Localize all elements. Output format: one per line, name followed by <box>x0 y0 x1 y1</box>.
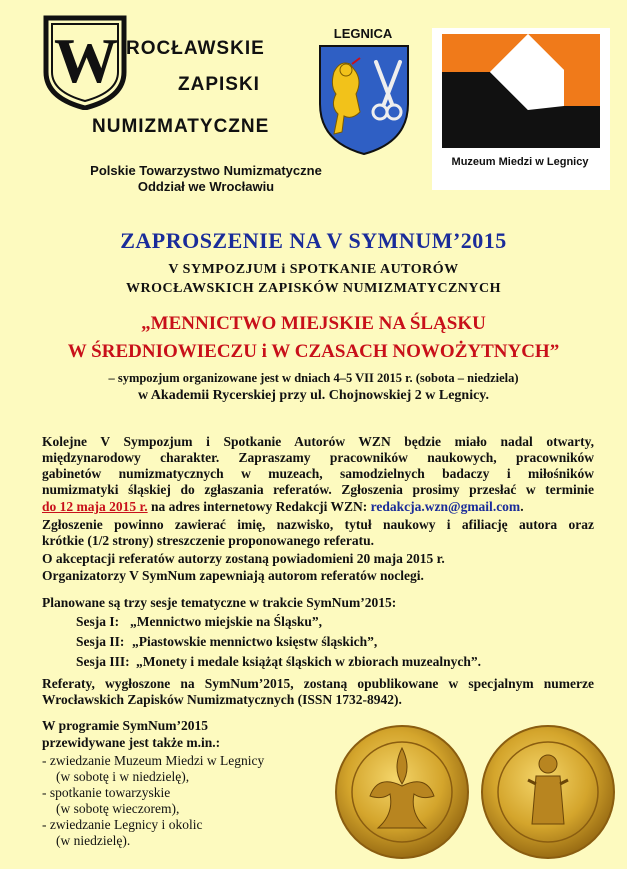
body-line: Referaty, wygłoszone na SymNum’2015, zostaną opublikowane w specjalnym numerze <box>42 676 594 691</box>
session-title: „Monety i medale książąt śląskich w zbiorach muzealnych”. <box>136 654 481 669</box>
wzn-letter-w: W <box>54 25 119 96</box>
ptn-branch: Oddział we Wrocławiu <box>137 179 275 194</box>
body-line: gabinetów numizmatycznych w muzeach, samodzielnych badaczy i miłośników <box>42 466 594 481</box>
program-heading: przewidywane jest także m.in.: <box>42 735 221 750</box>
program-item-note: (w sobotę wieczorem), <box>56 801 180 816</box>
program-item: - spotkanie towarzyskie <box>42 785 171 800</box>
coin-saint-icon <box>482 726 614 858</box>
wzn-line3: NUMIZMATYCZNE <box>92 116 270 137</box>
body-line: Organizatorzy V SymNum zapewniają autorom referatów noclegi. <box>42 568 424 583</box>
body-text: na adres internetowy Redakcji WZN: <box>147 499 371 514</box>
legnica-label: LEGNICA <box>333 26 393 41</box>
subtitle-line2: WROCŁAWSKICH ZAPISKÓW NUMIZMATYCZNYCH <box>125 281 501 296</box>
program-item: - zwiedzanie Muzeum Miedzi w Legnicy <box>42 753 265 768</box>
theme-line2: W ŚREDNIOWIECZU i W CZASACH NOWOŻYTNYCH” <box>67 341 560 362</box>
wzn-line2: ZAPISKI <box>178 74 260 95</box>
body-text: . <box>520 499 524 514</box>
museum-caption: Muzeum Miedzi w Legnicy <box>451 156 589 168</box>
program-item: - zwiedzanie Legnicy i okolic <box>42 817 203 832</box>
coin-lily-icon <box>336 726 468 858</box>
session-title: „Mennictwo miejskie na Śląsku”, <box>130 614 323 629</box>
program-heading: W programie SymNum’2015 <box>42 718 208 733</box>
program-item-note: (w niedzielę). <box>56 833 131 848</box>
deadline-line <box>42 499 594 515</box>
session-label: Sesja I: <box>76 614 120 629</box>
wzn-logo <box>40 14 300 154</box>
sessions-intro: Planowane są trzy sesje tematyczne w trakcie SymNum’2015: <box>42 595 397 610</box>
email-link[interactable]: redakcja.wzn@gmail.com <box>370 499 521 514</box>
page-title: ZAPROSZENIE NA V SYMNUM’2015 <box>120 228 507 253</box>
body-line: międzynarodowy charakter. Zapraszamy pracowników naukowych, pracowników <box>42 450 594 465</box>
body-line: O akceptacji referatów autorzy zostaną powiadomieni 20 maja 2015 r. <box>42 551 445 566</box>
deadline-date: do 12 maja 2015 r. <box>42 499 148 514</box>
info-venue: w Akademii Rycerskiej przy ul. Chojnowskiej 2 w Legnicy. <box>137 388 490 403</box>
body-line: Wrocławskich Zapisków Numizmatycznych (ISSN 1732-8942). <box>42 692 402 707</box>
session-label: Sesja II: <box>76 634 125 649</box>
legnica-crest-icon <box>316 42 412 158</box>
session-label: Sesja III: <box>76 654 130 669</box>
info-dates: – sympozjum organizowane jest w dniach 4–5 VII 2015 r. (sobota – niedziela) <box>108 371 519 385</box>
wzn-line1: ROCŁAWSKIE <box>126 38 265 59</box>
body-line: krótkie (1/2 strony) streszczenie proponowanego referatu. <box>42 533 374 548</box>
subtitle-line1: V SYMPOZJUM i SPOTKANIE AUTORÓW <box>168 262 459 277</box>
body-line: Zgłoszenie powinno zawierać imię, nazwisko, tytuł naukowy i afiliację autora oraz <box>42 517 594 532</box>
body-line: Kolejne V Sympozjum i Spotkanie Autorów WZN będzie miało nadal otwarty, <box>42 434 594 449</box>
theme-line1: „MENNICTWO MIEJSKIE NA ŚLĄSKU <box>141 313 486 334</box>
body-line: numizmatyki śląskiej do zgłaszania referatów. Zgłoszenia prosimy przesłać w terminie <box>42 482 594 497</box>
museum-logo <box>432 28 610 190</box>
gold-coins-image <box>330 724 620 860</box>
ptn-name: Polskie Towarzystwo Numizmatyczne <box>90 163 322 178</box>
program-item-note: (w sobotę i w niedzielę), <box>56 769 190 784</box>
session-title: „Piastowskie mennictwo księstw śląskich”, <box>132 634 378 649</box>
